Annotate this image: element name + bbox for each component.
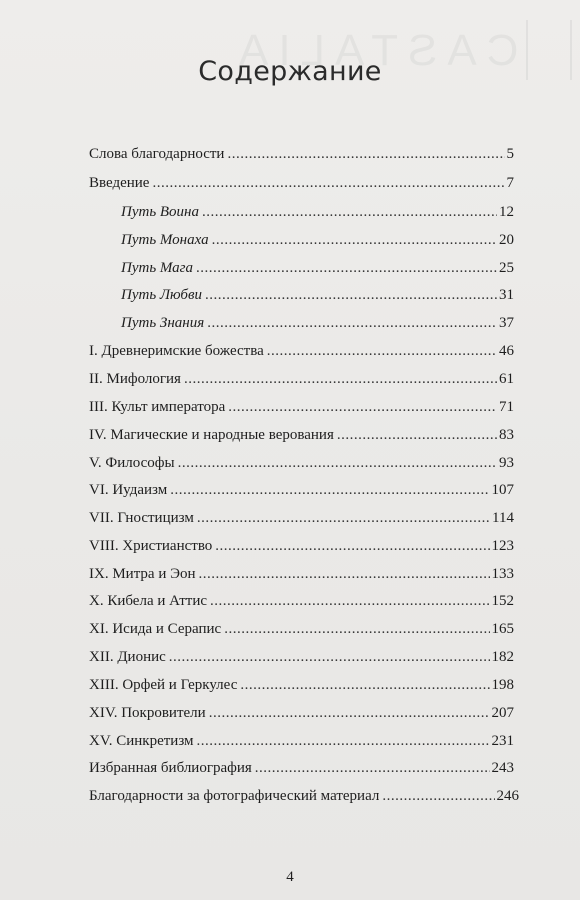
dot-leader — [337, 426, 497, 444]
toc-subentry[interactable] — [121, 314, 514, 332]
dot-leader — [202, 203, 497, 221]
dot-leader — [228, 398, 497, 416]
toc-entry[interactable] — [89, 676, 514, 694]
toc-entry-page: 152 — [491, 593, 514, 609]
toc-entry[interactable] — [89, 732, 514, 750]
dot-leader — [199, 565, 490, 583]
toc-entry[interactable] — [89, 787, 519, 805]
toc-entry-page: 93 — [499, 455, 514, 471]
toc-entry-title: XIV. Покровители — [89, 705, 206, 721]
dot-leader — [227, 145, 504, 163]
dot-leader — [382, 787, 494, 805]
toc-entry-page: 46 — [499, 343, 514, 359]
toc-entry-page: 31 — [499, 287, 514, 303]
dot-leader — [184, 370, 497, 388]
dot-leader — [267, 342, 497, 360]
toc-entry-title: Путь Знания — [121, 315, 205, 331]
toc-entry[interactable] — [89, 537, 514, 555]
dot-leader — [210, 592, 489, 610]
toc-entry[interactable] — [89, 759, 514, 777]
toc-entry-title: VI. Иудаизм — [89, 482, 168, 498]
toc-entry-title: I. Древнеримские божества — [89, 343, 264, 359]
toc-entry-page: 83 — [499, 427, 514, 443]
toc-entry-page: 133 — [491, 566, 514, 582]
toc-entry-title: Избранная библиография — [89, 760, 252, 776]
toc-entry[interactable] — [89, 592, 514, 610]
toc-entry-title: IV. Магические и народные верования — [89, 427, 334, 443]
toc-entry[interactable] — [89, 174, 514, 192]
toc-entry-title: IX. Митра и Эон — [89, 566, 196, 582]
toc-subentry[interactable] — [121, 231, 514, 249]
dot-leader — [178, 454, 497, 472]
toc-entry[interactable] — [89, 620, 514, 638]
dot-leader — [197, 732, 490, 750]
dot-leader — [170, 481, 489, 499]
toc-entry-title: XI. Исида и Серапис — [89, 621, 222, 637]
page-title: Содержание — [198, 56, 382, 87]
toc-entry-page: 20 — [499, 232, 514, 248]
toc-entry-title: Путь Монаха — [121, 232, 209, 248]
toc-entry-title: X. Кибела и Аттис — [89, 593, 208, 609]
toc-entry[interactable] — [89, 648, 514, 666]
toc-entry[interactable] — [89, 342, 514, 360]
dot-leader — [197, 509, 490, 527]
toc-entry-title: Слова благодарности — [89, 146, 225, 162]
toc-entry-page: 231 — [491, 733, 514, 749]
toc-entry-page: 71 — [499, 399, 514, 415]
dot-leader — [224, 620, 489, 638]
toc-entry-title: VIII. Христианство — [89, 538, 213, 554]
toc-entry-page: 7 — [506, 175, 514, 191]
toc-entry-page: 198 — [491, 677, 514, 693]
toc-entry-page: 37 — [499, 315, 514, 331]
toc-entry-page: 182 — [491, 649, 514, 665]
toc-entry-page: 25 — [499, 260, 514, 276]
toc-entry-page: 165 — [491, 621, 514, 637]
toc-entry-title: XV. Синкретизм — [89, 733, 194, 749]
toc-entry[interactable] — [89, 481, 514, 499]
toc-entry-page: 207 — [491, 705, 514, 721]
dot-leader — [240, 676, 489, 694]
toc-entry-page: 5 — [506, 146, 514, 162]
toc-entry[interactable] — [89, 398, 514, 416]
dot-leader — [207, 314, 497, 332]
toc-entry[interactable] — [89, 704, 514, 722]
toc-entry-page: 246 — [496, 788, 519, 804]
toc-entry-title: V. Философы — [89, 455, 175, 471]
dot-leader — [205, 286, 497, 304]
toc-entry-title: Благодарности за фотографический материал — [89, 788, 380, 804]
toc-entry-page: 243 — [491, 760, 514, 776]
dot-leader — [169, 648, 490, 666]
dot-leader — [212, 231, 497, 249]
toc-entry[interactable] — [89, 370, 514, 388]
toc-entry-page: 123 — [491, 538, 514, 554]
toc-subentry[interactable] — [121, 203, 514, 221]
toc-entry-page: 107 — [491, 482, 514, 498]
toc-entry-page: 61 — [499, 371, 514, 387]
dot-leader — [152, 174, 504, 192]
toc-entry-title: Введение — [89, 175, 150, 191]
dot-leader — [255, 759, 490, 777]
toc-entry-title: III. Культ императора — [89, 399, 226, 415]
toc-entry-page: 114 — [492, 510, 514, 526]
toc-subentry[interactable] — [121, 286, 514, 304]
toc-entry-page: 12 — [499, 204, 514, 220]
dot-leader — [209, 704, 490, 722]
toc-entry[interactable] — [89, 509, 514, 527]
toc-entry[interactable] — [89, 565, 514, 583]
toc-entry-title: Путь Воина — [121, 204, 200, 220]
toc-entry[interactable] — [89, 145, 514, 163]
dot-leader — [196, 259, 497, 277]
toc-entry-title: XII. Дионис — [89, 649, 166, 665]
toc-entry[interactable] — [89, 454, 514, 472]
toc-entry[interactable] — [89, 426, 514, 444]
toc-entry-title: Путь Мага — [121, 260, 194, 276]
page-number: 4 — [286, 869, 294, 885]
toc-entry-title: II. Мифология — [89, 371, 181, 387]
toc-entry-title: XIII. Орфей и Геркулес — [89, 677, 238, 693]
toc-entry-title: VII. Гностицизм — [89, 510, 194, 526]
dot-leader — [215, 537, 489, 555]
toc-subentry[interactable] — [121, 259, 514, 277]
toc-entry-title: Путь Любви — [121, 287, 202, 303]
